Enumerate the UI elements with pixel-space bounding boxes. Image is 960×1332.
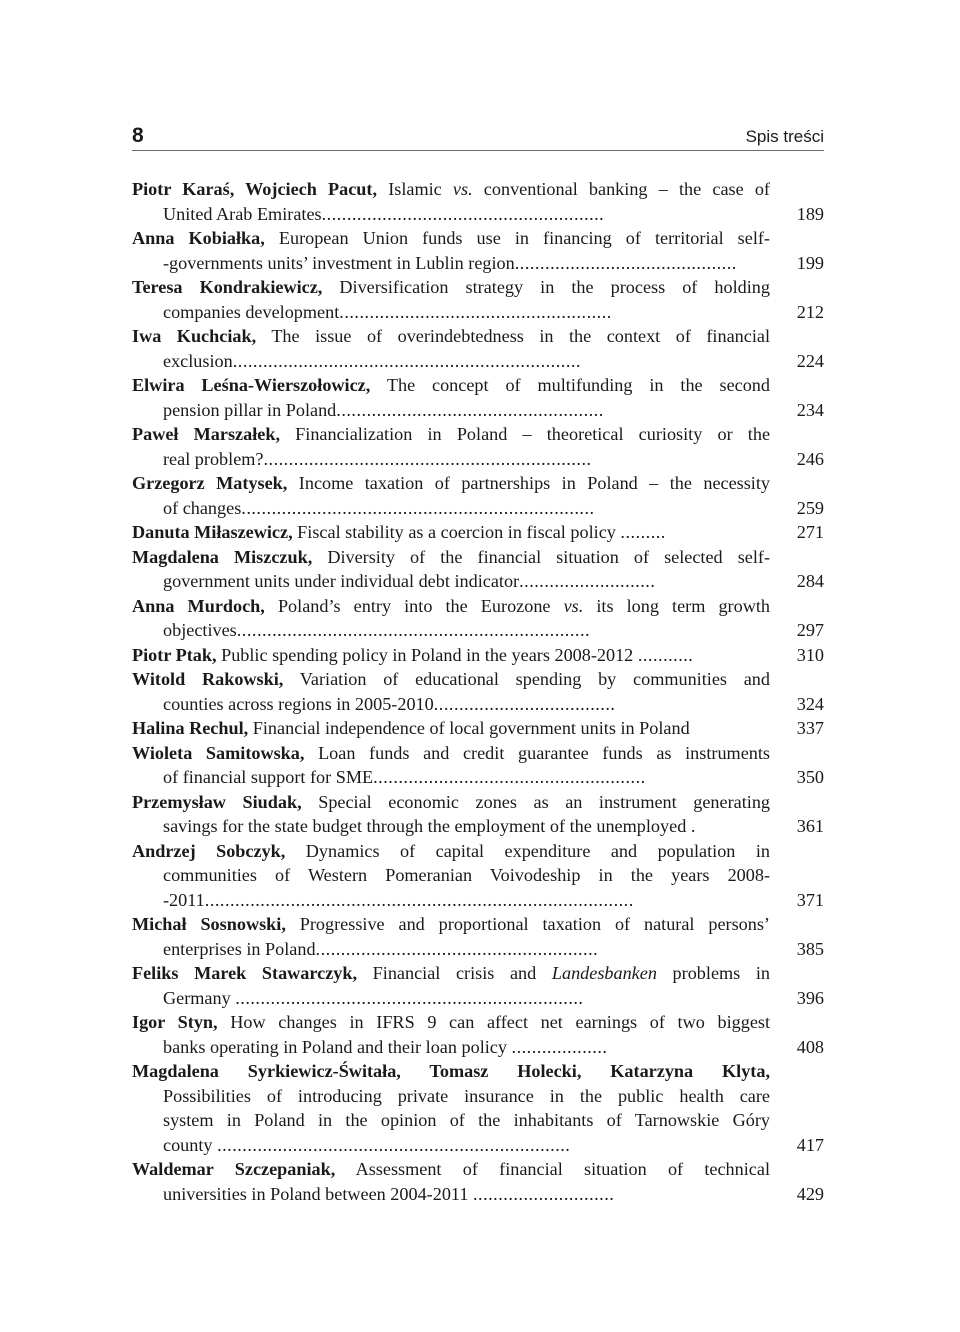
entry-authors: Przemysław Siudak, xyxy=(132,791,302,812)
italic-term: vs. xyxy=(452,179,473,199)
entry-page-number: 371 xyxy=(796,889,824,910)
entry-title: The concept of multifunding in the second xyxy=(386,375,770,395)
entry-line xyxy=(132,251,770,276)
entry-line xyxy=(132,471,770,496)
entry-line xyxy=(132,594,770,619)
toc-entry xyxy=(132,324,824,373)
entry-page-number: 271 xyxy=(796,522,824,542)
entry-authors: Feliks Marek Stawarczyk, xyxy=(132,963,358,983)
dot-leaders: ..................................................................................... xyxy=(204,889,634,910)
entry-line xyxy=(132,765,770,790)
entry-page-number: 246 xyxy=(796,448,824,469)
entry-page-number: 385 xyxy=(796,938,824,959)
entry-title: enterprises in Poland xyxy=(163,938,316,959)
toc-entry xyxy=(132,839,824,913)
entry-title: Special economic zones as an instrument generating xyxy=(318,791,771,812)
entry-title: United Arab Emirates xyxy=(163,203,322,224)
italic-term: Landesbanken xyxy=(551,963,657,983)
entry-title: Progressive and proportional taxation of natural persons’ xyxy=(299,914,770,934)
entry-line xyxy=(132,275,770,300)
entry-page-number: 259 xyxy=(796,497,824,518)
toc-entry xyxy=(132,275,824,324)
entry-line xyxy=(132,569,770,594)
toc-entry xyxy=(132,471,824,520)
dot-leaders: ..................................................................... xyxy=(235,987,584,1008)
toc-entry xyxy=(132,545,824,594)
entry-title: Germany xyxy=(163,987,231,1008)
toc-entry xyxy=(132,520,824,545)
entry-page-number: 284 xyxy=(796,571,824,591)
entry-line xyxy=(132,1133,770,1158)
entry-authors: Magdalena Miszczuk, xyxy=(132,546,313,567)
dot-leaders: ........................... xyxy=(519,571,656,591)
entry-line xyxy=(132,1108,770,1133)
entry-title: Variation of educational spending by communities and xyxy=(299,669,770,689)
entry-line xyxy=(132,422,770,447)
entry-line xyxy=(132,643,770,668)
entry-page-number: 408 xyxy=(796,1036,824,1057)
entry-page-number: 350 xyxy=(796,767,824,787)
entry-authors: Teresa Kondrakiewicz, xyxy=(132,277,323,297)
entry-title: Islamic vs. conventional banking – the case of xyxy=(388,179,770,199)
table-of-contents xyxy=(132,177,824,1206)
entry-page-number: 212 xyxy=(796,301,824,322)
entry-title: of financial support for SME xyxy=(163,767,374,787)
entry-page-number: 310 xyxy=(796,644,824,665)
entry-line xyxy=(132,1035,770,1060)
entry-title: pension pillar in Poland xyxy=(163,399,337,420)
entry-line xyxy=(132,324,770,349)
entry-line xyxy=(132,741,770,766)
entry-page-number: 324 xyxy=(796,693,824,714)
dot-leaders: ......... xyxy=(620,522,666,542)
dot-leaders: ...................................................................... xyxy=(241,497,595,518)
entry-title: Fiscal stability as a coercion in fiscal policy xyxy=(297,522,616,542)
header-rule xyxy=(132,150,824,151)
entry-title: companies development xyxy=(163,301,340,322)
entry-line xyxy=(132,1182,770,1207)
toc-entry xyxy=(132,1059,824,1157)
entry-title: The issue of overindebtedness in the context of financial xyxy=(271,326,770,346)
entry-line xyxy=(132,716,770,741)
entry-title: Poland’s entry into the Eurozone vs. its long term growth xyxy=(277,595,770,616)
entry-authors: Igor Styn, xyxy=(132,1012,218,1032)
running-head: Spis treści xyxy=(745,127,824,146)
page-header xyxy=(132,124,824,148)
entry-title: Assessment of financial situation of technical xyxy=(355,1159,770,1179)
toc-entry xyxy=(132,594,824,643)
dot-leaders: ........................................................ xyxy=(315,938,599,959)
entry-title: Loan funds and credit guarantee funds as instruments xyxy=(318,742,770,763)
entry-line xyxy=(132,1010,770,1035)
toc-entry xyxy=(132,667,824,716)
entry-title: How changes in IFRS 9 can affect net earnings of two biggest xyxy=(230,1012,771,1032)
entry-title: Financial crisis and Landesbanken problems in xyxy=(372,963,771,983)
entry-authors: Piotr Ptak, xyxy=(132,644,217,665)
page-number: 8 xyxy=(132,124,144,147)
entry-title: Public spending policy in Poland in the years 2008-2012 xyxy=(221,644,634,665)
entry-title: exclusion xyxy=(163,350,233,371)
entry-title: Financialization in Poland – theoretical curiosity or the xyxy=(295,424,771,444)
entry-line xyxy=(132,863,770,888)
entry-page-number: 224 xyxy=(796,350,824,371)
entry-line xyxy=(132,667,770,692)
entry-title: counties across regions in 2005-2010 xyxy=(163,693,434,714)
entry-page-number: 417 xyxy=(796,1134,824,1155)
toc-entry xyxy=(132,226,824,275)
entry-line xyxy=(132,1059,770,1084)
dot-leaders: . xyxy=(690,816,696,836)
entry-title: -governments units’ investment in Lublin region xyxy=(163,252,515,273)
entry-page-number: 189 xyxy=(796,203,824,224)
dot-leaders: ...................................................................... xyxy=(217,1134,571,1155)
entry-title: European Union funds use in financing of territorial self- xyxy=(278,228,770,248)
entry-authors: Andrzej Sobczyk, xyxy=(132,840,286,861)
entry-title: Diversity of the financial situation of selected self- xyxy=(327,546,771,567)
entry-authors: Elwira Leśna-Wierszołowicz, xyxy=(132,375,371,395)
entry-title: banks operating in Poland and their loan policy xyxy=(163,1036,507,1057)
entry-line xyxy=(132,226,770,251)
entry-authors: Witold Rakowski, xyxy=(132,669,284,689)
entry-line xyxy=(132,1084,770,1109)
entry-title: county xyxy=(163,1134,213,1155)
toc-entry xyxy=(132,1010,824,1059)
entry-title: Diversification strategy in the process of holding xyxy=(339,277,770,297)
dot-leaders: ...................................................................... xyxy=(236,620,591,640)
entry-title: of changes xyxy=(163,497,242,518)
entry-authors: Halina Rechul, xyxy=(132,718,249,738)
entry-line xyxy=(132,177,770,202)
entry-page-number: 361 xyxy=(796,816,824,836)
toc-entry xyxy=(132,912,824,961)
dot-leaders: ...................................................... xyxy=(339,301,612,322)
entry-line xyxy=(132,349,770,374)
entry-line xyxy=(132,300,770,325)
entry-line xyxy=(132,373,770,398)
entry-line xyxy=(132,520,770,545)
entry-line xyxy=(132,790,770,815)
entry-authors: Michał Sosnowski, xyxy=(132,914,286,934)
entry-line xyxy=(132,447,770,472)
toc-entry xyxy=(132,373,824,422)
entry-line xyxy=(132,618,770,643)
dot-leaders: ................... xyxy=(511,1036,608,1057)
entry-title: Dynamics of capital expenditure and population in xyxy=(305,840,770,861)
entry-title: Possibilities of introducing private insurance in the public health care xyxy=(163,1085,770,1106)
toc-entry xyxy=(132,716,824,741)
toc-entry xyxy=(132,422,824,471)
entry-title: real problem? xyxy=(163,448,264,469)
entry-authors: Anna Kobiałka, xyxy=(132,228,265,248)
toc-entry xyxy=(132,961,824,1010)
entry-line xyxy=(132,398,770,423)
entry-line xyxy=(132,202,770,227)
dot-leaders: .................................... xyxy=(433,693,616,714)
italic-term: vs. xyxy=(563,595,584,616)
entry-line xyxy=(132,912,770,937)
entry-line xyxy=(132,888,770,913)
entry-line xyxy=(132,937,770,962)
entry-authors: Grzegorz Matysek, xyxy=(132,473,288,493)
entry-line xyxy=(132,839,770,864)
entry-title: savings for the state budget through the employment of the unemployed xyxy=(163,816,687,836)
entry-page-number: 297 xyxy=(796,620,824,640)
toc-entry xyxy=(132,177,824,226)
dot-leaders: ............................ xyxy=(472,1183,615,1204)
dot-leaders: ................................................................. xyxy=(263,448,592,469)
dot-leaders: ...................................................... xyxy=(373,767,646,787)
toc-entry xyxy=(132,643,824,668)
entry-authors: Wioleta Samitowska, xyxy=(132,742,305,763)
entry-title: -2011 xyxy=(163,889,205,910)
entry-authors: Iwa Kuchciak, xyxy=(132,326,257,346)
entry-line xyxy=(132,1157,770,1182)
entry-authors: Magdalena Syrkiewicz-Świtała, Tomasz Holecki, Katarzyna Klyta, xyxy=(132,1061,770,1081)
entry-title: government units under individual debt indicator xyxy=(163,571,520,591)
dot-leaders: ..................................................................... xyxy=(232,350,581,371)
entry-authors: Piotr Karaś, Wojciech Pacut, xyxy=(132,179,378,199)
entry-line xyxy=(132,692,770,717)
entry-title: objectives xyxy=(163,620,237,640)
toc-entry xyxy=(132,790,824,839)
dot-leaders: ..................................................... xyxy=(336,399,604,420)
entry-line xyxy=(132,496,770,521)
entry-line xyxy=(132,961,770,986)
toc-entry xyxy=(132,1157,824,1206)
entry-authors: Anna Murdoch, xyxy=(132,595,265,616)
toc-entry xyxy=(132,741,824,790)
entry-line xyxy=(132,986,770,1011)
entry-authors: Paweł Marszałek, xyxy=(132,424,280,444)
entry-title: Income taxation of partnerships in Poland – the necessity xyxy=(298,473,771,493)
entry-line xyxy=(132,814,770,839)
entry-page-number: 234 xyxy=(796,399,824,420)
entry-title: communities of Western Pomeranian Voivodeship in the years 2008- xyxy=(163,865,770,885)
entry-page-number: 396 xyxy=(796,987,824,1008)
entry-line xyxy=(132,545,770,570)
entry-title: system in Poland in the opinion of the inhabitants of Tarnowskie Góry xyxy=(163,1110,770,1130)
dot-leaders: ........... xyxy=(637,644,694,665)
entry-authors: Danuta Miłaszewicz, xyxy=(132,522,293,542)
entry-authors: Waldemar Szczepaniak, xyxy=(132,1159,336,1179)
entry-page-number: 199 xyxy=(796,252,824,273)
entry-title: Financial independence of local government units in Poland xyxy=(252,718,690,738)
entry-title: universities in Poland between 2004-2011 xyxy=(163,1183,469,1204)
entry-page-number: 429 xyxy=(796,1183,824,1204)
entry-page-number: 337 xyxy=(796,718,824,738)
dot-leaders: ............................................ xyxy=(514,252,737,273)
dot-leaders: ........................................................ xyxy=(321,203,605,224)
